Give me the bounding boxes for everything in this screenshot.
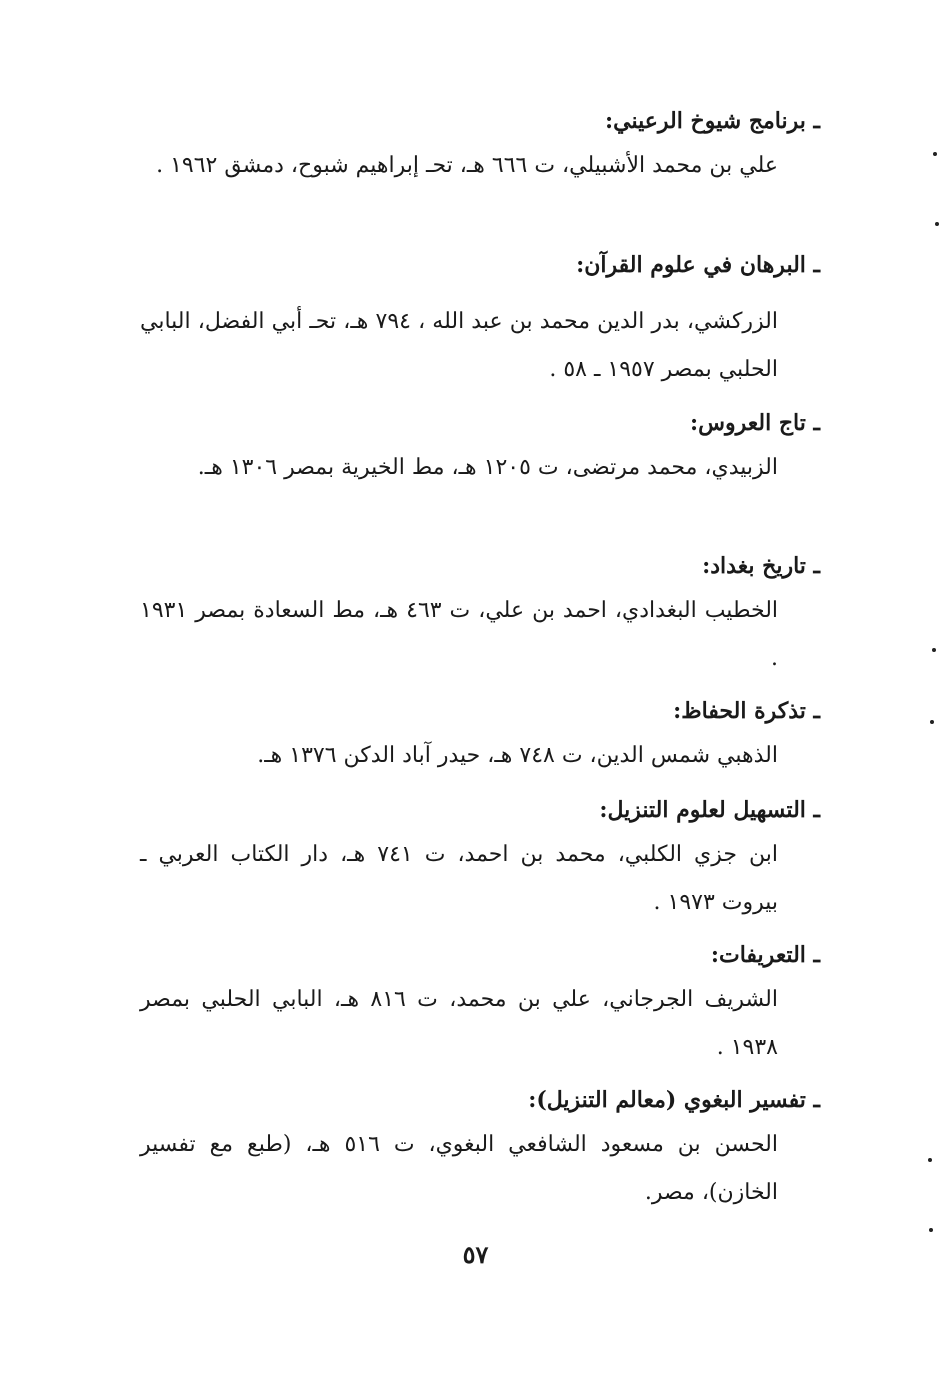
entry-text: علي بن محمد الأشبيلي، ت ٦٦٦ هـ، تحـ إبراهيم شبوح، دمشق ١٩٦٢ .: [156, 153, 778, 178]
scan-speck: [929, 1228, 933, 1232]
scan-speck: [935, 222, 939, 226]
entry-title: ـ تذكرة الحفاظ:: [673, 698, 820, 724]
entry-text: الذهبي شمس الدين، ت ٧٤٨ هـ، حيدر آباد الدكن ١٣٧٦ هـ.: [257, 743, 778, 768]
page-number: ٥٧: [462, 1240, 489, 1269]
scan-speck: [930, 720, 934, 724]
entry-text: الزركشي، بدر الدين محمد بن عبد الله ، ٧٩٤ هـ، تحـ أبي الفضل، البابي الحلبي بمصر ١٩٥٧ ـ ٥٨ .: [140, 309, 778, 382]
entry-title: ـ التسهيل لعلوم التنزيل:: [599, 797, 820, 823]
bibliography-entry: [140, 106, 820, 190]
entry-text: الشريف الجرجاني، علي بن محمد، ت ٨١٦ هـ، البابي الحلبي بمصر ١٩٣٨ .: [140, 987, 778, 1060]
scan-speck: [928, 1158, 932, 1162]
bibliography-entry: [140, 551, 820, 683]
entry-text: الحسن بن مسعود الشافعي البغوي، ت ٥١٦ هـ، (طبع مع تفسير الخازن)، مصر.: [140, 1132, 778, 1205]
entry-title: ـ تاج العروس:: [690, 410, 820, 436]
scan-speck: [932, 648, 936, 652]
bibliography-entry: [140, 1085, 820, 1217]
entry-title: ـ تفسير البغوي (معالم التنزيل):: [528, 1087, 820, 1113]
entry-title: ـ البرهان في علوم القرآن:: [576, 252, 820, 278]
bibliography-entry: [140, 250, 820, 394]
bibliography-entry: [140, 696, 820, 780]
scan-speck: [933, 152, 937, 156]
bibliography-entry: [140, 408, 820, 492]
bibliography-entry: [140, 940, 820, 1072]
entry-text: الزبيدي، محمد مرتضى، ت ١٢٠٥ هـ، مط الخيرية بمصر ١٣٠٦ هـ.: [197, 455, 778, 480]
entry-text: ابن جزي الكلبي، محمد بن احمد، ت ٧٤١ هـ، دار الكتاب العربي ـ بيروت ١٩٧٣ .: [140, 842, 778, 915]
entry-title: ـ التعريفات:: [710, 942, 820, 968]
entry-title: ـ تاريخ بغداد:: [702, 553, 820, 579]
entry-text: الخطيب البغدادي، احمد بن علي، ت ٤٦٣ هـ، مط السعادة بمصر ١٩٣١ .: [140, 598, 779, 671]
entry-title: ـ برنامج شيوخ الرعيني:: [605, 108, 820, 134]
bibliography-entry: [140, 795, 820, 927]
